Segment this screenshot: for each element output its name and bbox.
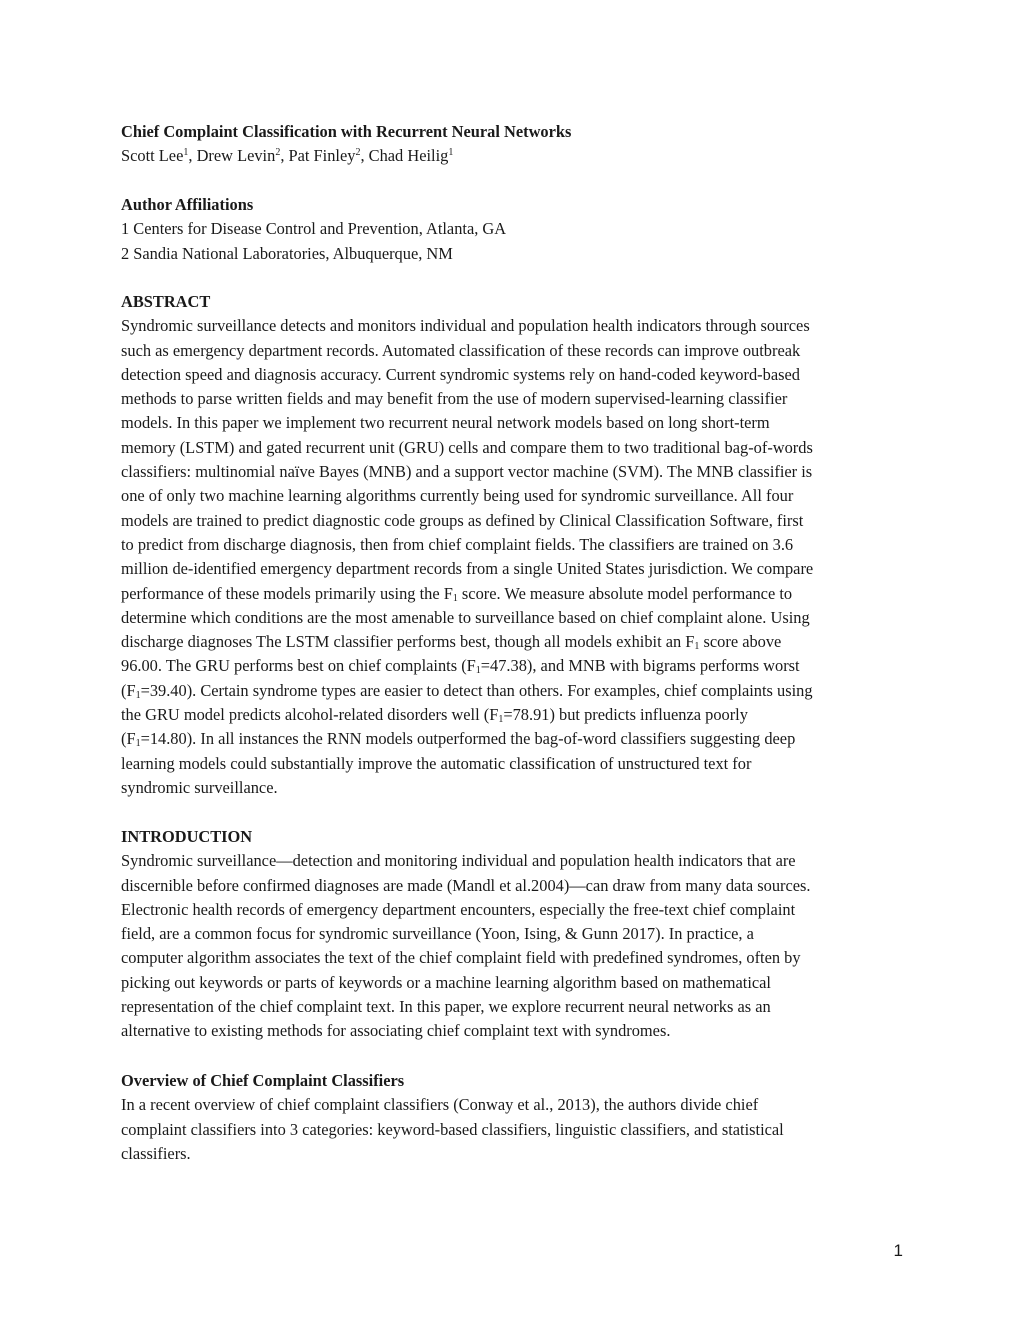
- overview-line: classifiers.: [121, 1143, 191, 1163]
- f1-subscript: 1: [135, 689, 141, 701]
- intro-line: discernible before confirmed diagnoses are made (Mandl et al.2004)—can draw from many data sources.: [121, 875, 811, 895]
- paper-title: Chief Complaint Classification with Recurrent Neural Networks: [121, 122, 572, 141]
- introduction-heading: INTRODUCTION: [121, 827, 253, 846]
- author-separator: ,: [188, 146, 197, 166]
- abstract-line: classifiers: multinomial naïve Bayes (MNB) and a support vector machine (SVM). The MNB classifier is: [121, 462, 813, 482]
- abstract-line: models are trained to predict diagnostic code groups as defined by Clinical Classification Software, first: [121, 510, 804, 530]
- abstract-line: [121, 654, 911, 678]
- affiliation-line: 1 Centers for Disease Control and Prevention, Atlanta, GA: [121, 219, 507, 239]
- abstract-line: [121, 630, 911, 654]
- author-name: Drew Levin: [196, 146, 276, 166]
- abstract-text: (F: [121, 729, 136, 749]
- abstract-line: models. In this paper we implement two recurrent neural network models based on long short-term: [121, 413, 770, 433]
- abstract-text: score above: [699, 632, 782, 652]
- abstract-text: the GRU model predicts alcohol-related disorders well (F: [121, 705, 499, 725]
- intro-line: computer algorithm associates the text of the chief complaint field with predefined syndromes, often by: [121, 948, 801, 968]
- overview-heading: Overview of Chief Complaint Classifiers: [121, 1071, 405, 1090]
- abstract-text: =47.38), and MNB with bigrams performs worst: [480, 656, 800, 676]
- introduction-section: [121, 825, 911, 1044]
- abstract-heading: ABSTRACT: [121, 292, 211, 311]
- intro-line: Electronic health records of emergency department encounters, especially the free-text chief complaint: [121, 899, 796, 919]
- intro-line: representation of the chief complaint text. In this paper, we explore recurrent neural networks as an: [121, 997, 771, 1017]
- author-name: Pat Finley: [288, 146, 356, 166]
- intro-line: alternative to existing methods for associating chief complaint text with syndromes.: [121, 1021, 671, 1041]
- abstract-text: 96.00. The GRU performs best on chief complaints (F: [121, 656, 476, 676]
- affiliations-heading: Author Affiliations: [121, 195, 254, 214]
- abstract-line: syndromic surveillance.: [121, 777, 278, 797]
- abstract-line: [121, 679, 911, 703]
- abstract-text: performance of these models primarily using the F: [121, 583, 453, 603]
- abstract-line: [121, 703, 911, 727]
- title-block: [121, 120, 911, 169]
- abstract-line: methods to parse written fields and may benefit from the use of modern supervised-learning classifier: [121, 389, 788, 409]
- abstract-line: determine which conditions are the most amenable to surveillance based on chief complaint alone. Using: [121, 607, 810, 627]
- affiliations-section: [121, 193, 911, 266]
- f1-subscript: 1: [135, 738, 141, 750]
- abstract-line: such as emergency department records. Automated classification of these records can improve outbreak: [121, 340, 801, 360]
- f1-subscript: 1: [694, 641, 700, 653]
- abstract-line: memory (LSTM) and gated recurrent unit (GRU) cells and compare them to two traditional bag-of-words: [121, 437, 813, 457]
- author-list: [121, 144, 911, 168]
- abstract-text: discharge diagnoses The LSTM classifier performs best, though all models exhibit an F: [121, 632, 695, 652]
- overview-line: complaint classifiers into 3 categories: keyword-based classifiers, linguistic classifiers, and statistical: [121, 1119, 784, 1139]
- f1-subscript: 1: [498, 714, 504, 726]
- abstract-line: [121, 582, 911, 606]
- intro-line: picking out keywords or parts of keywords or a machine learning algorithm based on mathematical: [121, 972, 771, 992]
- abstract-line: detection speed and diagnosis accuracy. Current syndromic systems rely on hand-coded keyword-based: [121, 364, 800, 384]
- affiliation-line: 2 Sandia National Laboratories, Albuquerque, NM: [121, 243, 453, 263]
- abstract-text: =39.40). Certain syndrome types are easier to detect than others. For examples, chief complaints using: [140, 680, 813, 700]
- author-separator: ,: [280, 146, 289, 166]
- author-name: Scott Lee: [121, 146, 184, 166]
- f1-subscript: 1: [452, 592, 458, 604]
- abstract-section: [121, 290, 911, 800]
- author-separator: ,: [360, 146, 369, 166]
- overview-section: [121, 1069, 911, 1166]
- intro-line: field, are a common focus for syndromic surveillance (Yoon, Ising, & Gunn 2017). In practice, a: [121, 924, 754, 944]
- abstract-text: =78.91) but predicts influenza poorly: [503, 705, 748, 725]
- abstract-line: to predict from discharge diagnosis, then from chief complaint fields. The classifiers are trained on 3.6: [121, 534, 794, 554]
- author-name: Chad Heilig: [368, 146, 449, 166]
- abstract-line: [121, 727, 911, 751]
- overview-line: In a recent overview of chief complaint classifiers (Conway et al., 2013), the authors divide chief: [121, 1095, 759, 1115]
- abstract-text: score. We measure absolute model performance to: [457, 583, 793, 603]
- author-affiliation-mark: 1: [448, 147, 454, 159]
- abstract-line: million de-identified emergency department records from a single United States jurisdiction. We compare: [121, 559, 814, 579]
- author-affiliation-mark: 2: [275, 147, 281, 159]
- author-affiliation-mark: 1: [183, 147, 189, 159]
- page-number: 1: [893, 1241, 903, 1260]
- abstract-text: =14.80). In all instances the RNN models outperformed the bag-of-word classifiers suggesting deep: [140, 729, 796, 749]
- abstract-text: (F: [121, 680, 136, 700]
- f1-subscript: 1: [475, 665, 481, 677]
- abstract-line: Syndromic surveillance detects and monitors individual and population health indicators through sources: [121, 316, 810, 336]
- intro-line: Syndromic surveillance—detection and monitoring individual and population health indicators that are: [121, 851, 796, 871]
- author-affiliation-mark: 2: [355, 147, 361, 159]
- abstract-line: learning models could substantially improve the automatic classification of unstructured text for: [121, 753, 752, 773]
- abstract-line: one of only two machine learning algorithms currently being used for syndromic surveillance. All four: [121, 486, 794, 506]
